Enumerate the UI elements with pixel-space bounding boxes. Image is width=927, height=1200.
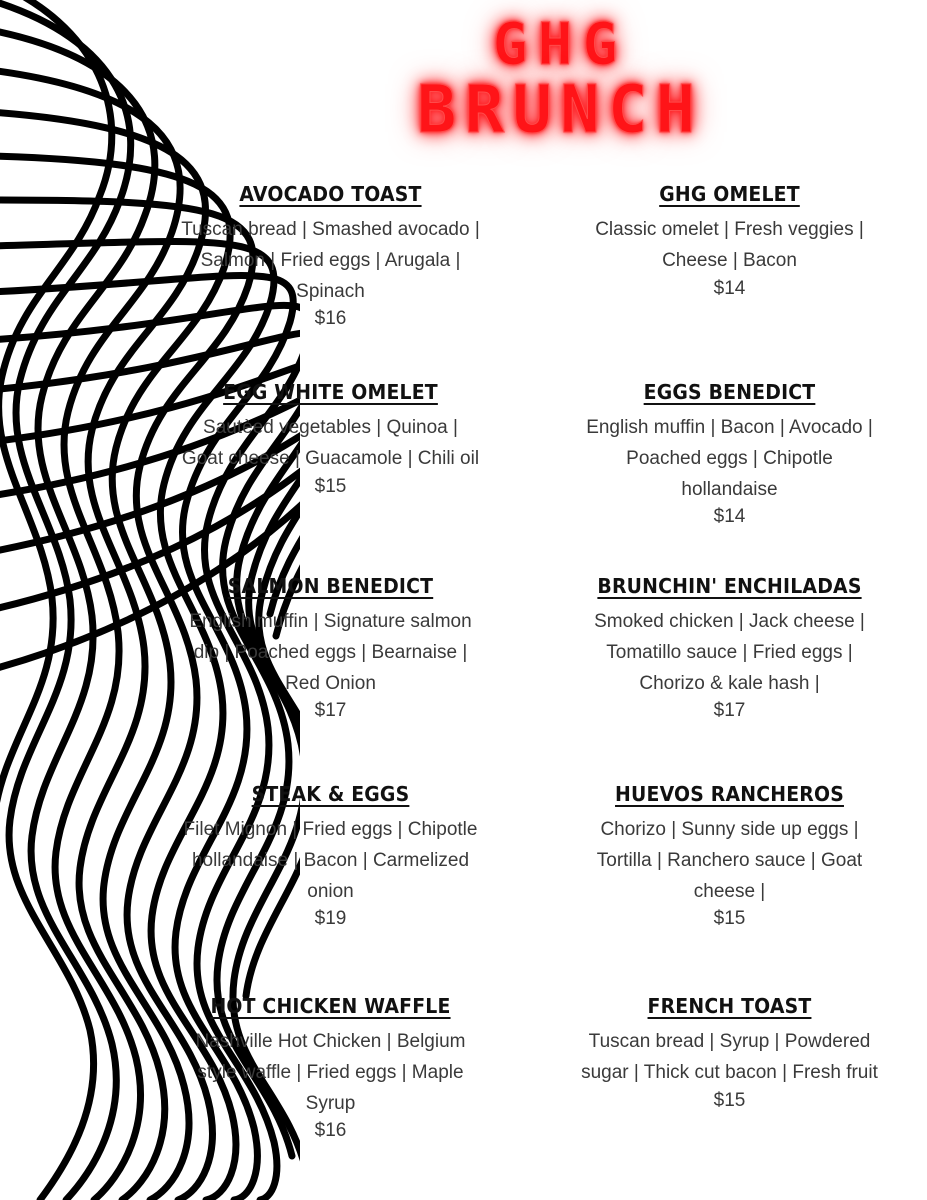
item-name: BRUNCHIN' ENCHILADAS — [597, 574, 862, 598]
menu-grid — [150, 182, 910, 1190]
item-name: HUEVOS RANCHEROS — [615, 782, 844, 806]
item-name: FRENCH TOAST — [647, 994, 812, 1018]
item-description: Filet Mignon | Fried eggs | Chipotle hollandaise | Bacon | Carmelized onion — [183, 819, 478, 902]
item-description: English muffin | Bacon | Avocado | Poached eggs | Chipotle hollandaise — [586, 417, 873, 500]
item-name: HOT CHICKEN WAFFLE — [210, 994, 451, 1018]
menu-title — [260, 10, 860, 148]
item-name: SALMON BENEDICT — [227, 574, 434, 598]
item-name: EGGS BENEDICT — [643, 380, 816, 404]
item-description: Chorizo | Sunny side up eggs | Tortilla | Ranchero sauce | Goat cheese | — [596, 819, 863, 902]
item-description: Nashville Hot Chicken | Belgium style waffle | Fried eggs | Maple Syrup — [195, 1031, 466, 1114]
item-price: $15 — [713, 1089, 746, 1111]
item-name: STEAK & EGGS — [251, 782, 410, 806]
menu-item-huevos-rancheros — [549, 782, 910, 994]
menu-item-french-toast — [549, 994, 910, 1190]
menu-item-egg-white-omelet — [150, 380, 511, 574]
menu-item-eggs-benedict — [549, 380, 910, 574]
item-description: Classic omelet | Fresh veggies | Cheese | Bacon — [595, 219, 864, 271]
item-description: Tuscan bread | Smashed avocado | Salmon | Fried eggs | Arugala | Spinach — [181, 219, 480, 302]
item-price: $15 — [713, 908, 746, 930]
item-name: EGG WHITE OMELET — [223, 380, 438, 404]
item-price: $15 — [314, 475, 347, 497]
item-description: English muffin | Signature salmon dip | Poached eggs | Bearnaise | Red Onion — [189, 611, 472, 694]
title-line-2: BRUNCH — [416, 70, 704, 148]
menu-item-brunchin-enchiladas — [549, 574, 910, 782]
item-price: $17 — [314, 700, 347, 722]
menu-item-salmon-benedict — [150, 574, 511, 782]
item-price: $17 — [713, 700, 746, 722]
item-description: Tuscan bread | Syrup | Powdered sugar | Thick cut bacon | Fresh fruit — [581, 1031, 878, 1083]
title-line-1: GHG — [492, 10, 628, 78]
item-name: GHG OMELET — [659, 182, 800, 206]
menu-item-steak-and-eggs — [150, 782, 511, 994]
item-description: Sautèed vegetables | Quinoa | Goat cheese | Guacamole | Chili oil — [181, 417, 480, 469]
item-name: AVOCADO TOAST — [239, 182, 422, 206]
menu-item-avocado-toast — [150, 182, 511, 380]
item-price: $14 — [713, 506, 746, 528]
item-price: $19 — [314, 908, 347, 930]
menu-item-ghg-omelet — [549, 182, 910, 380]
menu-item-hot-chicken-waffle — [150, 994, 511, 1190]
item-price: $16 — [314, 308, 347, 330]
item-price: $14 — [713, 277, 746, 299]
item-description: Smoked chicken | Jack cheese | Tomatillo sauce | Fried eggs | Chorizo & kale hash | — [594, 611, 865, 694]
item-price: $16 — [314, 1120, 347, 1142]
